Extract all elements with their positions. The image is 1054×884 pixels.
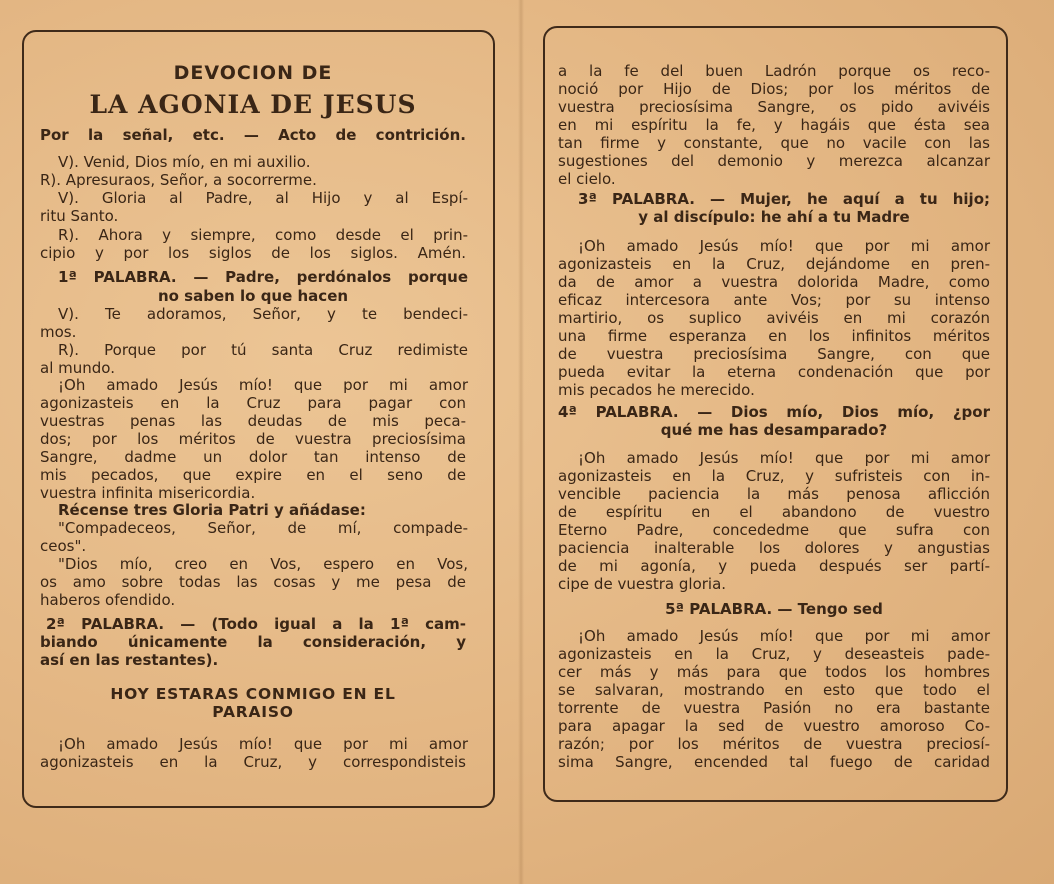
right-page-text-line: sima Sangre, encended tal fuego de caridad <box>558 753 990 771</box>
right-page-text-line: ¡Oh amado Jesús mío! que por mi amor <box>578 627 990 645</box>
right-page-text-line: martirio, os suplico avivéis en mi corazón <box>558 309 990 327</box>
right-page-text-line: da de amor a vuestra dolorida Madre, como <box>558 273 990 291</box>
right-page-text-line: mis pecados he merecido. <box>558 381 755 399</box>
title-line-1: DEVOCION DE <box>173 62 333 84</box>
right-page-text-line: de espíritu en el abandono de vuestro <box>558 503 990 521</box>
right-page-text-line: agonizasteis en la Cruz, y sufristeis con in- <box>558 467 990 485</box>
left-page-text-line: R). Porque por tú santa Cruz redimiste <box>58 341 468 359</box>
left-page-text-line: os amo sobre todas las cosas y me pesa de <box>40 573 466 591</box>
left-page-text-line: V). Venid, Dios mío, en mi auxilio. <box>58 153 311 171</box>
left-page-text-line: ¡Oh amado Jesús mío! que por mi amor <box>58 735 468 753</box>
right-page-text-line: sugestiones del demonio y merezca alcanzar <box>558 152 990 170</box>
right-page-text-line: una firme esperanza en los infinitos méritos <box>558 327 990 345</box>
right-page-text-line: 3ª PALABRA. — Mujer, he aquí a tu hijo; <box>578 190 990 208</box>
left-page-text-line: al mundo. <box>40 359 115 377</box>
right-page-text-line: ¡Oh amado Jesús mío! que por mi amor <box>578 237 990 255</box>
right-page-text-line: agonizasteis en la Cruz, dejándome en pren- <box>558 255 990 273</box>
right-page-text-line: noció por Hijo de Dios; por los méritos de <box>558 80 990 98</box>
left-page-text-line: ¡Oh amado Jesús mío! que por mi amor <box>58 376 468 394</box>
left-page-text-line: dos; por los méritos de vuestra preciosísima <box>40 430 466 448</box>
right-page-text-line: razón; por los méritos de vuestra preciosí- <box>558 735 990 753</box>
right-page-text-line: en mi espíritu la fe, y hagáis que ésta sea <box>558 116 990 134</box>
left-page-text-line: 1ª PALABRA. — Padre, perdónalos porque <box>58 268 468 286</box>
right-page-text-line: el cielo. <box>558 170 616 188</box>
right-page-text-line: paciencia inalterable los dolores y angustias <box>558 539 990 557</box>
left-page-text-line: ceos". <box>40 537 87 555</box>
right-page-text-line: a la fe del buen Ladrón porque os reco- <box>558 62 990 80</box>
right-page-text-line: se salvaran, mostrando en esto que todo el <box>558 681 990 699</box>
left-page-text-line: Récense tres Gloria Patri y añádase: <box>58 501 366 519</box>
right-page-text-line: vuestra preciosísima Sangre, os pido avivéis <box>558 98 990 116</box>
left-page-text-line: vuestras penas las deudas de mis peca- <box>40 412 466 430</box>
right-page-text-line: 4ª PALABRA. — Dios mío, Dios mío, ¿por <box>558 403 990 421</box>
left-page-text-line: así en las restantes). <box>40 651 219 669</box>
left-page-text-line: no saben lo que hacen <box>157 287 349 305</box>
left-page-text-line: ritu Santo. <box>40 207 119 225</box>
right-page-text-line: 5ª PALABRA. — Tengo sed <box>665 600 883 618</box>
right-page-text-line: pueda evitar la eterna condenación que por <box>558 363 990 381</box>
left-page-text-line: V). Gloria al Padre, al Hijo y al Espí- <box>58 189 468 207</box>
left-page-text-line: biando únicamente la consideración, y <box>40 633 466 651</box>
left-page-text-line: 2ª PALABRA. — (Todo igual a la 1ª cam- <box>46 615 466 633</box>
right-page-text-line: vencible paciencia la más penosa aflicción <box>558 485 990 503</box>
left-page-text-line: mos. <box>40 323 77 341</box>
left-page-text-line: cipio y por los siglos de los siglos. Amén. <box>40 244 466 262</box>
right-page-text-line: de vuestra preciosísima Sangre, con que <box>558 345 990 363</box>
right-page-text-line: cer más y más para que todos los hombres <box>558 663 990 681</box>
right-page-text-line: qué me has desamparado? <box>660 421 888 439</box>
left-page-text-line: haberos ofendido. <box>40 591 176 609</box>
left-page-text-line: "Compadeceos, Señor, de mí, compade- <box>58 519 468 537</box>
left-page-text-line: HOY ESTARAS CONMIGO EN EL <box>110 685 396 703</box>
title-line-2: LA AGONIA DE JESUS <box>89 90 417 119</box>
left-page-text-line: R). Ahora y siempre, como desde el prin- <box>58 226 468 244</box>
right-page-text-line: y al discípulo: he ahí a tu Madre <box>638 208 910 226</box>
left-page-text-line: agonizasteis en la Cruz, y correspondisteis <box>40 753 466 771</box>
left-page-text-line: PARAISO <box>212 703 294 721</box>
right-page-text-line: de mi agonía, y pueda después ser partí- <box>558 557 990 575</box>
left-page-text-line: V). Te adoramos, Señor, y te bendeci- <box>58 305 468 323</box>
left-page-text-line: "Dios mío, creo en Vos, espero en Vos, <box>58 555 468 573</box>
left-page-text-line: Sangre, dadme un dolor tan intenso de <box>40 448 466 466</box>
left-page-text-line: vuestra infinita misericordia. <box>40 484 256 502</box>
left-page-text-line: mis pecados, que expire en el seno de <box>40 466 466 484</box>
right-page-text-line: tan firme y constante, que no vacile con las <box>558 134 990 152</box>
right-page-text-line: cipe de vuestra gloria. <box>558 575 727 593</box>
right-page-text-line: eficaz intercesora ante Vos; por su intenso <box>558 291 990 309</box>
right-page-text-line: agonizasteis en la Cruz, y deseasteis pade- <box>558 645 990 663</box>
right-page-text-line: Eterno Padre, concededme que sufra con <box>558 521 990 539</box>
left-page-text-line: R). Apresuraos, Señor, a socorrerme. <box>40 171 317 189</box>
left-page-text-line: Por la señal, etc. — Acto de contrición. <box>40 126 466 144</box>
right-page-text-line: ¡Oh amado Jesús mío! que por mi amor <box>578 449 990 467</box>
left-page-text-line: agonizasteis en la Cruz para pagar con <box>40 394 466 412</box>
right-page-text-line: para apagar la sed de vuestro amoroso Co- <box>558 717 990 735</box>
booklet-fold <box>518 0 524 884</box>
right-page-text-line: torrente de vuestra Pasión no era bastante <box>558 699 990 717</box>
